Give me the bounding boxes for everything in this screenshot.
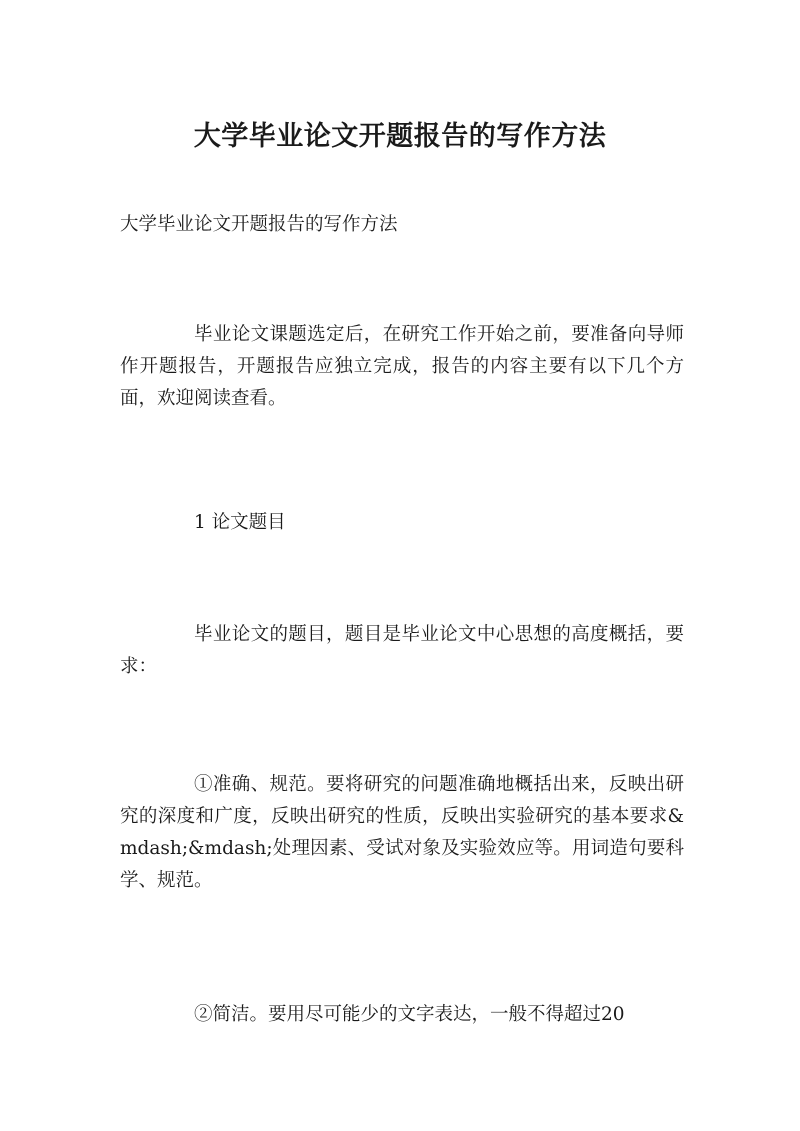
document-subtitle: 大学毕业论文开题报告的写作方法: [120, 213, 398, 235]
intro-paragraph: 毕业论文课题选定后，在研究工作开始之前，要准备向导师作开题报告，开题报告应独立完成，报告的内容主要有以下几个方面，欢迎阅读查看。: [120, 323, 684, 409]
document-title: 大学毕业论文开题报告的写作方法: [193, 121, 607, 153]
thesis-title-description: 毕业论文的题目，题目是毕业论文中心思想的高度概括，要求：: [120, 623, 684, 677]
requirement-item-concise: ②简洁。要用尽可能少的文字表达，一般不得超过20: [194, 1003, 625, 1025]
requirement-item-accurate: ①准确、规范。要将研究的问题准确地概括出来，反映出研究的深度和广度，反映出研究的性质，反映出实验研究的基本要求&mdash;&mdash;处理因素、受试对象及实验效应等。用词造句要科学、规范。: [120, 773, 684, 891]
section-heading-thesis-title: 1 论文题目: [194, 511, 286, 533]
